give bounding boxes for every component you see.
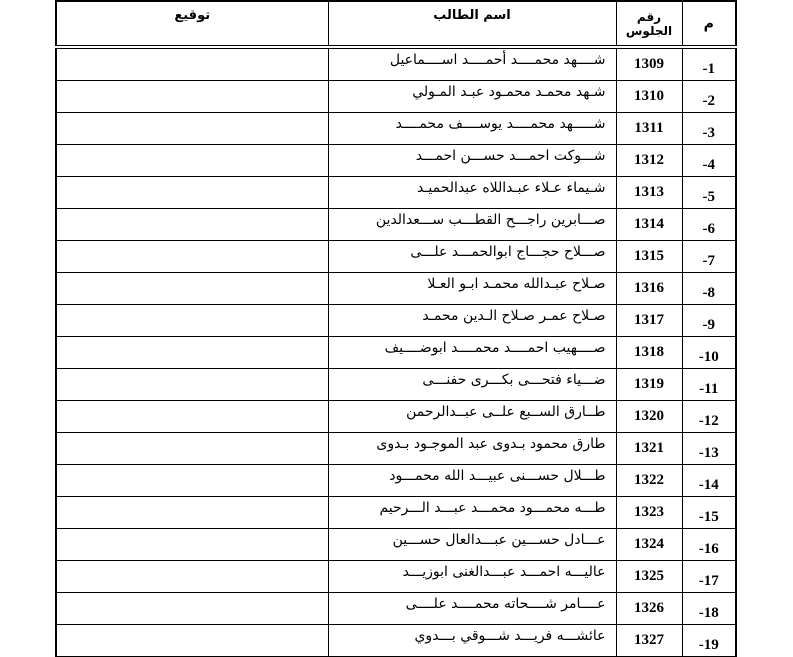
row-number — [682, 529, 736, 561]
row-number — [682, 497, 736, 529]
student-name: صـــلاح حجـــاج ابوالحمـــد علـــى — [328, 241, 616, 273]
row-number — [682, 113, 736, 145]
signature-cell — [56, 47, 328, 81]
student-name: طـــه محمـــود محمـــد عبـــد الـــرحيم — [328, 497, 616, 529]
signature-cell — [56, 177, 328, 209]
table-row — [56, 401, 736, 433]
row-number — [682, 561, 736, 593]
table-row — [56, 81, 736, 113]
student-name: صـــابرين راجـــح القطـــب ســـعدالدين — [328, 209, 616, 241]
header-number: م — [682, 1, 736, 47]
table-header — [56, 1, 736, 47]
row-number — [682, 625, 736, 657]
header-signature: توقيع — [56, 1, 328, 47]
student-name: شـيماء عـلاء عبـداللاه عبدالحميـد — [328, 177, 616, 209]
seat-number: 1317 — [616, 305, 682, 337]
seat-number: 1312 — [616, 145, 682, 177]
header-student-name: اسم الطالب — [328, 1, 616, 47]
header-seat-line2: الجلوس — [625, 23, 673, 38]
table-row — [56, 145, 736, 177]
student-name: طارق محمود بـدوى عبد الموجـود بـدوى — [328, 433, 616, 465]
seat-number: 1326 — [616, 593, 682, 625]
row-number — [682, 177, 736, 209]
student-name: شـهد محمـد محمـود عبـد المـولي — [328, 81, 616, 113]
row-number — [682, 337, 736, 369]
document-page — [55, 0, 735, 653]
table-row — [56, 177, 736, 209]
row-number — [682, 433, 736, 465]
row-number-text: -5 — [702, 189, 715, 205]
signature-cell — [56, 369, 328, 401]
row-number-text: -9 — [702, 317, 715, 333]
student-name: عـــادل حســـين عبـــدالعال حســـين — [328, 529, 616, 561]
table-row — [56, 241, 736, 273]
seat-number: 1311 — [616, 113, 682, 145]
row-number — [682, 593, 736, 625]
row-number-text: -1 — [702, 61, 715, 77]
row-number — [682, 209, 736, 241]
row-number — [682, 81, 736, 113]
seat-number: 1324 — [616, 529, 682, 561]
seat-number: 1310 — [616, 81, 682, 113]
row-number — [682, 369, 736, 401]
student-roster-table — [55, 0, 737, 657]
seat-number: 1313 — [616, 177, 682, 209]
row-number-text: -11 — [699, 381, 719, 397]
row-number-text: -17 — [698, 573, 719, 589]
table-row — [56, 529, 736, 561]
signature-cell — [56, 113, 328, 145]
table-row — [56, 497, 736, 529]
row-number-text: -13 — [698, 445, 719, 461]
student-name: شـــــهد محمــــد يوســــف محمــــد — [328, 113, 616, 145]
student-name: طــارق الســبع علــى عبــدالرحمن — [328, 401, 616, 433]
signature-cell — [56, 625, 328, 657]
seat-number: 1327 — [616, 625, 682, 657]
row-number — [682, 145, 736, 177]
student-name: شــــهد محمــــد أحمــــد اســــماعيل — [328, 47, 616, 81]
row-number — [682, 305, 736, 337]
signature-cell — [56, 145, 328, 177]
row-number-text: -8 — [702, 285, 715, 301]
row-number-text: -14 — [698, 477, 719, 493]
signature-cell — [56, 241, 328, 273]
table-row — [56, 593, 736, 625]
row-number-text: -4 — [702, 157, 715, 173]
seat-number: 1320 — [616, 401, 682, 433]
header-seat-line1: رقم — [636, 9, 662, 24]
student-name: عاليـــه احمـــد عبـــدالغنى ابوزيـــد — [328, 561, 616, 593]
seat-number: 1323 — [616, 497, 682, 529]
signature-cell — [56, 337, 328, 369]
row-number — [682, 465, 736, 497]
signature-cell — [56, 529, 328, 561]
row-number — [682, 273, 736, 305]
row-number-text: -18 — [698, 605, 719, 621]
row-number-text: -15 — [698, 509, 719, 525]
row-number-text: -10 — [698, 349, 719, 365]
table-row — [56, 47, 736, 81]
signature-cell — [56, 593, 328, 625]
row-number-text: -3 — [702, 125, 715, 141]
signature-cell — [56, 433, 328, 465]
student-name: صــــهيب احمــــد محمــــد ابوضــــيف — [328, 337, 616, 369]
student-name: شـــوكت احمـــد حســـن احمـــد — [328, 145, 616, 177]
table-row — [56, 209, 736, 241]
table-row — [56, 337, 736, 369]
row-number-text: -6 — [702, 221, 715, 237]
seat-number: 1318 — [616, 337, 682, 369]
row-number — [682, 47, 736, 81]
seat-number: 1322 — [616, 465, 682, 497]
seat-number: 1316 — [616, 273, 682, 305]
signature-cell — [56, 561, 328, 593]
student-name: ضـــياء فتحـــى بكـــرى حفنـــى — [328, 369, 616, 401]
student-name: صـلاح عمـر صـلاح الـدين محمـد — [328, 305, 616, 337]
seat-number: 1321 — [616, 433, 682, 465]
row-number-text: -2 — [702, 93, 715, 109]
row-number-text: -12 — [698, 413, 719, 429]
seat-number: 1325 — [616, 561, 682, 593]
table-row — [56, 561, 736, 593]
signature-cell — [56, 497, 328, 529]
table-row — [56, 433, 736, 465]
table-row — [56, 113, 736, 145]
table-row — [56, 273, 736, 305]
student-name: عــــامر شــــحاته محمــــد علــــى — [328, 593, 616, 625]
student-name: طـــلال حســـنى عبيـــد الله محمـــود — [328, 465, 616, 497]
row-number — [682, 241, 736, 273]
row-number-text: -19 — [698, 637, 719, 653]
table-row — [56, 369, 736, 401]
row-number-text: -16 — [698, 541, 719, 557]
student-name: صـلاح عبـدالله محمـد ابـو العـلا — [328, 273, 616, 305]
table-row — [56, 465, 736, 497]
seat-number: 1319 — [616, 369, 682, 401]
seat-number: 1314 — [616, 209, 682, 241]
table-body — [56, 47, 736, 657]
row-number — [682, 401, 736, 433]
signature-cell — [56, 465, 328, 497]
signature-cell — [56, 273, 328, 305]
signature-cell — [56, 305, 328, 337]
table-row — [56, 625, 736, 657]
table-row — [56, 305, 736, 337]
header-seat-number — [616, 1, 682, 47]
student-name: عائشـــه فريـــد شـــوقي بـــدوي — [328, 625, 616, 657]
header-row — [56, 1, 736, 47]
seat-number: 1315 — [616, 241, 682, 273]
signature-cell — [56, 209, 328, 241]
signature-cell — [56, 81, 328, 113]
row-number-text: -7 — [702, 253, 715, 269]
signature-cell — [56, 401, 328, 433]
seat-number: 1309 — [616, 47, 682, 81]
